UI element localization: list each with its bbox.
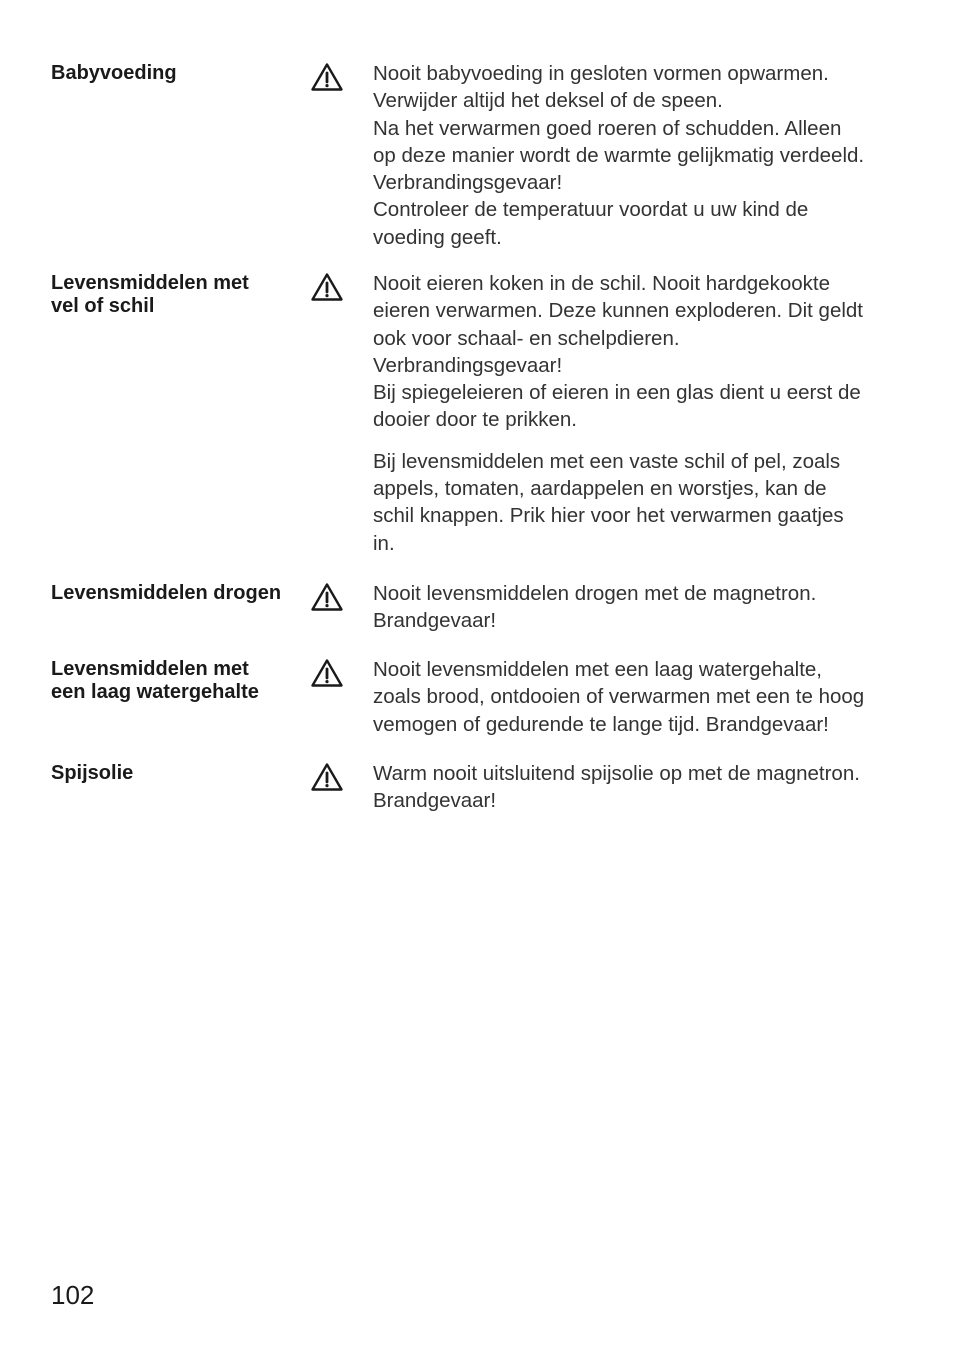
warning-triangle-icon xyxy=(310,762,344,792)
text-line: in. xyxy=(373,531,395,555)
text-line: voeding geeft. xyxy=(373,225,502,249)
text-line: Brandgevaar! xyxy=(373,789,497,813)
text-line: op deze manier wordt de warmte gelijkmatig verdeeld. xyxy=(373,143,865,167)
entry-text xyxy=(373,580,918,635)
entry-paragraph xyxy=(373,60,918,251)
text-line: Na het verwarmen goed roeren of schudden. Alleen xyxy=(373,116,842,140)
label-line: Babyvoeding xyxy=(51,62,177,84)
entry-paragraph xyxy=(373,580,918,635)
text-line: Warm nooit uitsluitend spijsolie op met de magnetron. xyxy=(373,762,860,785)
label-line: Levensmiddelen drogen xyxy=(51,582,282,604)
text-line: Nooit eieren koken in de schil. Nooit hardgekookte xyxy=(373,272,830,295)
warning-triangle-icon xyxy=(310,658,344,688)
entry-text xyxy=(373,270,918,557)
entry-text xyxy=(373,60,918,251)
label-line: Levensmiddelen met xyxy=(51,658,249,680)
text-line: Controleer de temperatuur voordat u uw kind de xyxy=(373,198,809,222)
label-line: Levensmiddelen met xyxy=(51,272,249,294)
entry-paragraph xyxy=(373,760,918,815)
entry-label xyxy=(51,658,311,704)
entry-label xyxy=(51,62,311,85)
warning-triangle-icon xyxy=(310,582,344,612)
warning-triangle-icon xyxy=(310,62,344,92)
entry-text xyxy=(373,656,918,738)
text-line: Nooit babyvoeding in gesloten vormen opwarmen. xyxy=(373,62,829,85)
warning-triangle-icon xyxy=(310,272,344,302)
page-number: 102 xyxy=(51,1280,95,1310)
text-line: Brandgevaar! xyxy=(373,609,497,633)
entry-paragraph xyxy=(373,448,918,557)
text-line: Bij spiegeleieren of eieren in een glas dient u eerst de xyxy=(373,381,861,405)
entry-label xyxy=(51,582,311,605)
text-line: Nooit levensmiddelen met een laag watergehalte, xyxy=(373,658,822,681)
label-line: vel of schil xyxy=(51,295,155,317)
text-line: zoals brood, ontdooien of verwarmen met een te hoog xyxy=(373,685,865,709)
entry-paragraph xyxy=(373,656,918,738)
entry-text xyxy=(373,760,918,815)
text-line: Bij levensmiddelen met een vaste schil of pel, zoals xyxy=(373,449,841,473)
text-line: appels, tomaten, aardappelen en worstjes, kan de xyxy=(373,477,827,501)
text-line: Verbrandingsgevaar! xyxy=(373,171,563,195)
text-line: Verbrandingsgevaar! xyxy=(373,353,563,377)
entry-paragraph xyxy=(373,270,918,434)
entry-label xyxy=(51,762,311,785)
text-line: schil knappen. Prik hier voor het verwarmen gaatjes xyxy=(373,504,844,528)
entry-label xyxy=(51,272,311,318)
text-line: Verwijder altijd het deksel of de speen. xyxy=(373,89,723,113)
text-line: dooier door te prikken. xyxy=(373,408,577,432)
text-line: Nooit levensmiddelen drogen met de magnetron. xyxy=(373,582,817,605)
label-line: Spijsolie xyxy=(51,762,134,784)
text-line: eieren verwarmen. Deze kunnen exploderen. Dit geldt xyxy=(373,299,863,323)
text-line: vemogen of gedurende te lange tijd. Brandgevaar! xyxy=(373,712,829,736)
label-line: een laag watergehalte xyxy=(51,681,259,703)
text-line: ook voor schaal- en schelpdieren. xyxy=(373,326,680,350)
